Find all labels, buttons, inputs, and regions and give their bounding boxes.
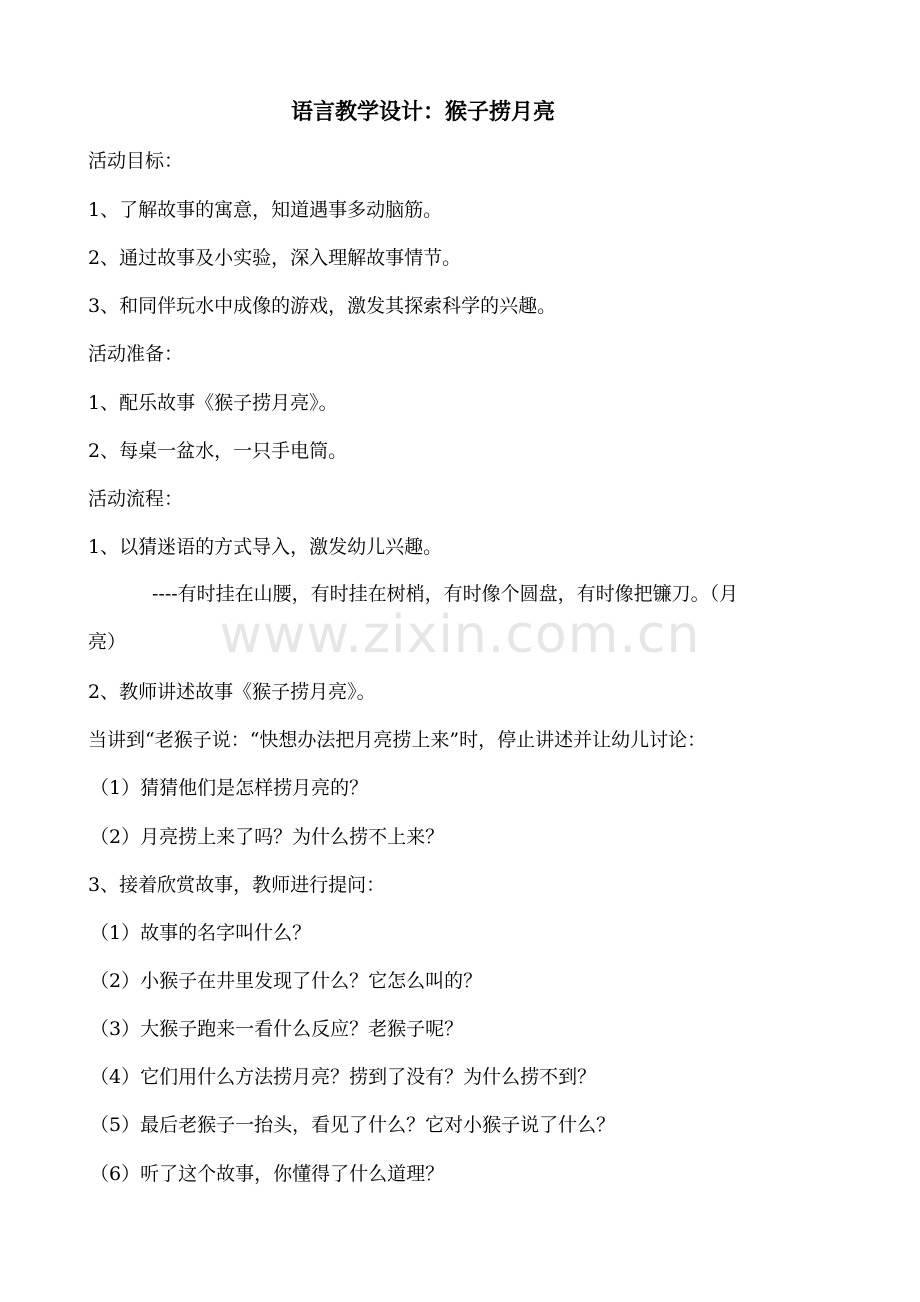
section-heading-preparation: 活动准备： [88,343,184,365]
story-question-4: （4）它们用什么方法捞月亮？捞到了没有？为什么捞不到？ [90,1066,597,1088]
process-step-3: 3、接着欣赏故事，教师进行提问： [88,874,386,896]
document-title: 语言教学设计：猴子捞月亮 [290,100,555,125]
discussion-question-1: （1）猜猜他们是怎样捞月亮的？ [90,777,369,799]
story-question-2: （2）小猴子在井里发现了什么？它怎么叫的？ [90,970,483,992]
discussion-question-2: （2）月亮捞上来了吗？为什么捞不上来？ [90,826,445,848]
watermark: www.zixin.com.cn [219,605,701,665]
goal-item-3: 3、和同伴玩水中成像的游戏，激发其探索科学的兴趣。 [88,295,557,317]
preparation-item-1: 1、配乐故事《猴子捞月亮》。 [88,392,338,414]
story-question-1: （1）故事的名字叫什么？ [90,922,312,944]
process-step-2: 2、教师讲述故事《猴子捞月亮》。 [88,681,376,703]
discussion-intro: 当讲到“老猴子说：“快想办法把月亮捞上来”时，停止讲述并让幼儿讨论： [88,729,707,751]
story-question-3: （3）大猴子跑来一看什么反应？老猴子呢？ [90,1018,464,1040]
process-step-1: 1、以猜迷语的方式导入，激发幼儿兴趣。 [88,536,443,558]
goal-item-2: 2、通过故事及小实验，深入理解故事情节。 [88,247,462,269]
section-heading-goals: 活动目标： [88,150,184,172]
riddle-answer: 亮） [88,631,127,653]
goal-item-1: 1、了解故事的寓意，知道遇事多动脑筋。 [88,199,443,221]
preparation-item-2: 2、每桌一盆水，一只手电筒。 [88,440,348,462]
section-heading-process: 活动流程： [88,488,184,510]
riddle-text: ----有时挂在山腰，有时挂在树梢，有时像个圆盘，有时像把镰刀。（月 [152,583,739,605]
story-question-6: （6）听了这个故事，你懂得了什么道理？ [90,1163,445,1185]
story-question-5: （5）最后老猴子一抬头，看见了什么？它对小猴子说了什么？ [90,1114,616,1136]
